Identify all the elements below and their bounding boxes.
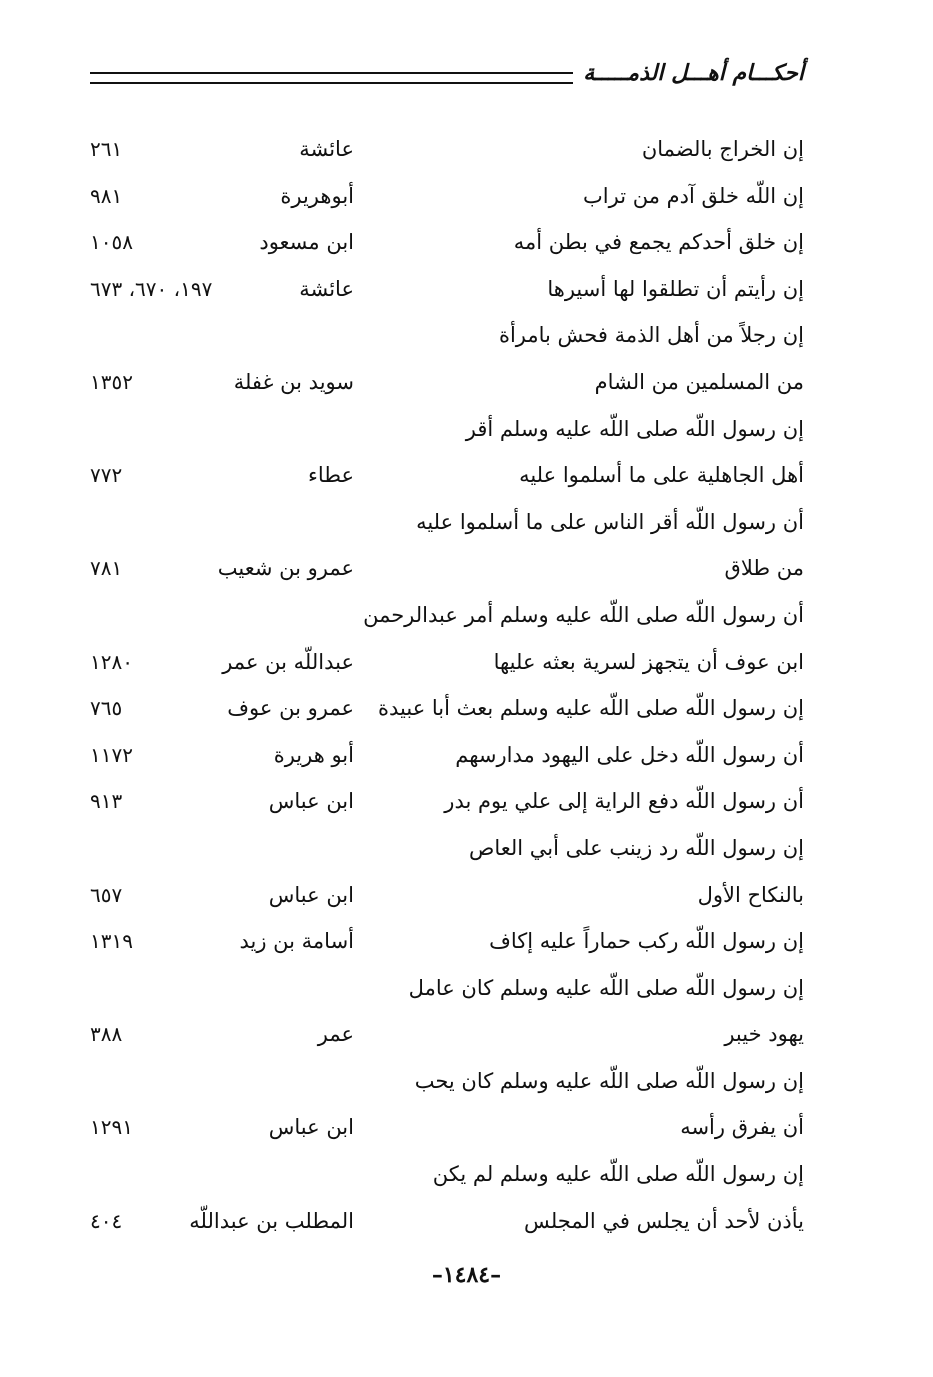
hadith-index-table [90,126,804,1244]
page-number: –١٤٨٤– [431,1262,502,1288]
narrator-name: سويد بن غفلة [233,369,354,394]
narrator-name: ابن عباس [268,789,354,814]
index-row [90,545,804,592]
index-row [90,592,804,639]
narrator-name: عمرو بن عوف [227,696,354,721]
page-references: ٦٥٧ [90,882,123,907]
index-row [90,126,804,173]
narrator-name: عائشة [299,276,354,301]
page-references: ١٣١٩ [90,929,133,954]
narrator-name: أسامة بن زيد [239,929,354,954]
index-row [90,1151,804,1198]
hadith-text: إن رسول اللّه ركب حماراً عليه إكاف [489,929,804,954]
page-references: ٤٠٤ [90,1208,123,1233]
page-references: ٩٨١ [90,183,123,208]
index-row [90,266,804,313]
page-references: ١٢٨٠ [90,649,133,674]
index-row [90,219,804,266]
hadith-text: إن رأيتم أن تطلقوا لها أسيرها [547,276,804,301]
header-double-rule [90,72,604,84]
hadith-text: أن رسول اللّه صلى اللّه عليه وسلم أمر عبدالرحمن [363,602,804,627]
narrator-name: عائشة [299,137,354,161]
narrator-name: أبو هريرة [273,742,354,767]
index-row [90,173,804,220]
index-row [90,1198,804,1245]
page-references: ٣٨٨ [90,1022,123,1047]
running-header [90,58,804,92]
hadith-text: أن رسول اللّه دفع الراية إلى علي يوم بدر [444,789,804,814]
narrator-name: ابن عباس [268,882,354,907]
narrator-name: عمرو بن شعيب [217,556,354,581]
hadith-text: إن رجلاً من أهل الذمة فحش بامرأة [498,323,804,348]
narrator-name: ابن عباس [268,1115,354,1140]
narrator-name: عبداللّه بن عمر [222,649,354,674]
hadith-text: بالنكاح الأول [697,882,804,907]
index-row [90,685,804,732]
narrator-name: ابن مسعود [259,230,354,255]
index-row [90,872,804,919]
narrator-name: عمر [317,1022,354,1047]
index-row [90,639,804,686]
index-row [90,1011,804,1058]
index-row [90,965,804,1012]
page-references: ٢٦١ [90,137,123,161]
hadith-text: أن يفرق رأسه [680,1115,804,1140]
narrator-name: عطاء [307,463,354,488]
hadith-text: أن رسول اللّه أقر الناس على ما أسلموا عليه [416,509,804,534]
page-references: ١٣٥٢ [90,369,133,394]
running-header-title: أحكـــام أهـــل الذمـــــة [573,58,804,88]
index-row [90,1058,804,1105]
index-row [90,406,804,453]
hadith-text: أهل الجاهلية على ما أسلموا عليه [519,463,804,488]
hadith-text: إن الخراج بالضمان [641,137,804,161]
page-references: ١١٧٢ [90,742,133,767]
index-row [90,778,804,825]
index-row [90,312,804,359]
hadith-text: إن رسول اللّه صلى اللّه عليه وسلم لم يكن [432,1162,804,1187]
hadith-text: إن رسول اللّه صلى اللّه عليه وسلم كان عامل [408,975,804,1000]
page-references: ١٩٧، ٦٧٠، ٦٧٣ [90,276,213,301]
page-references: ١٠٥٨ [90,230,133,255]
narrator-name: أبوهريرة [280,183,354,208]
hadith-text: إن رسول اللّه صلى اللّه عليه وسلم أقر [465,416,804,441]
index-row [90,499,804,546]
page-references: ٧٨١ [90,556,123,581]
hadith-text: إن رسول اللّه صلى اللّه عليه وسلم بعث أبا عبيدة [378,696,804,721]
narrator-name: المطلب بن عبداللّه [189,1208,354,1233]
index-row [90,452,804,499]
hadith-text: إن رسول اللّه صلى اللّه عليه وسلم كان يحب [414,1068,804,1093]
index-row [90,825,804,872]
hadith-text: من طلاق [724,556,804,581]
page-references: ١٢٩١ [90,1115,133,1140]
index-row [90,1104,804,1151]
hadith-text: يأذن لأحد أن يجلس في المجلس [524,1208,804,1233]
hadith-text: يهود خيبر [724,1022,804,1047]
hadith-text: إن خلق أحدكم يجمع في بطن أمه [513,230,804,255]
index-row [90,359,804,406]
hadith-text: من المسلمين من الشام [594,369,804,394]
hadith-text: أن رسول اللّه دخل على اليهود مدارسهم [455,742,804,767]
page-references: ٧٧٢ [90,463,123,488]
hadith-text: إن اللّه خلق آدم من تراب [583,183,804,208]
page-references: ٧٦٥ [90,696,123,721]
index-row [90,732,804,779]
index-row [90,918,804,965]
page-references: ٩١٣ [90,789,123,814]
hadith-text: ابن عوف أن يتجهز لسرية بعثه عليها [493,649,804,674]
hadith-text: إن رسول اللّه رد زينب على أبي العاص [468,835,804,860]
